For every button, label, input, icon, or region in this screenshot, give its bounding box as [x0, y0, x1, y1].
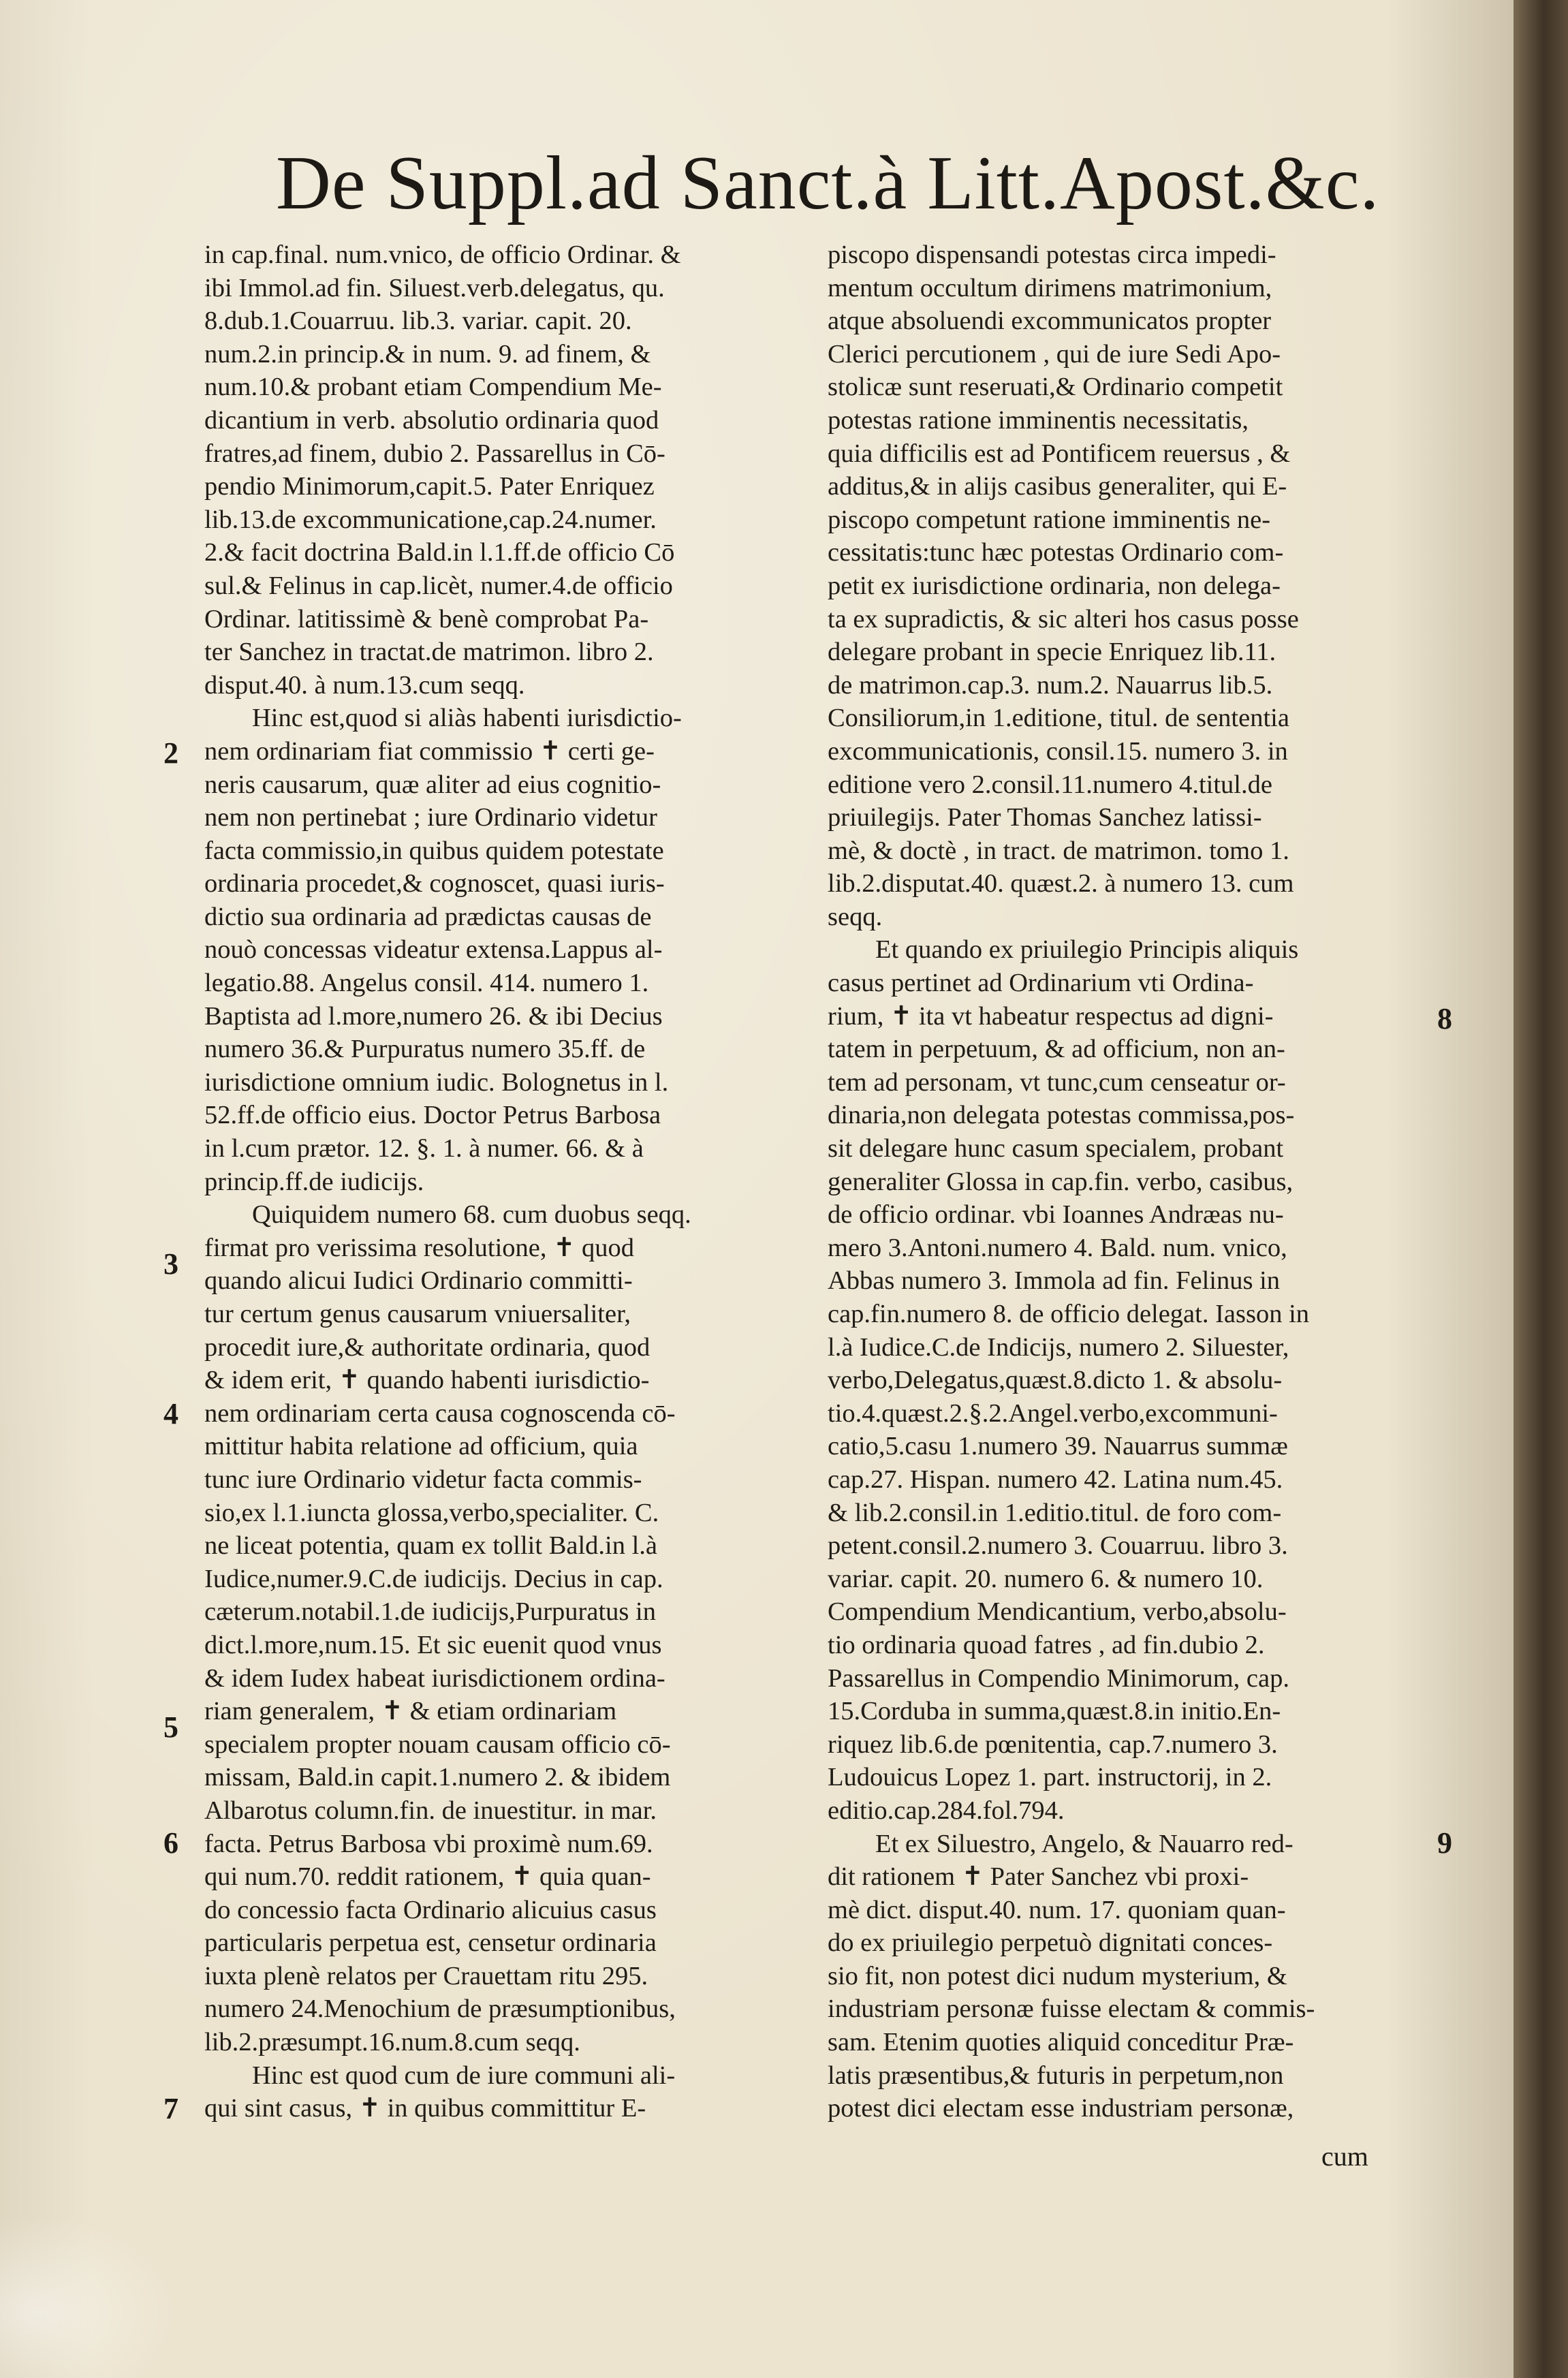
text-line: & idem erit, ✝ quando habenti iurisdictio- [204, 1366, 650, 1395]
text-line: tem ad personam, vt tunc,cum censeatur or- [828, 1067, 1286, 1097]
text-line: iuxta plenè relatos per Crauettam ritu 295. [204, 1961, 648, 1990]
text-line: de matrimon.cap.3. num.2. Nauarrus lib.5. [828, 670, 1273, 700]
text-line: do ex priuilegio perpetuò dignitati conces- [828, 1928, 1273, 1958]
text-line: Et quando ex priuilegio Principis aliquis [875, 935, 1299, 965]
text-line: editione vero 2.consil.11.numero 4.titul.de [828, 770, 1272, 799]
text-line: cessitatis:tunc hæc potestas Ordinario com- [828, 538, 1284, 567]
text-line: Baptista ad l.more,numero 26. & ibi Decius [204, 1001, 663, 1031]
text-line: in cap.final. num.vnico, de officio Ordinar. & [204, 240, 681, 269]
running-header: De Suppl.ad Sanct.à Litt.Apost.&c. [276, 141, 1380, 225]
text-line: variar. capit. 20. numero 6. & numero 10. [828, 1564, 1264, 1593]
text-line: riam generalem, ✝ & etiam ordinariam [204, 1697, 617, 1726]
text-line: lib.2.disputat.40. quæst.2. à numero 13. cum [828, 869, 1294, 898]
margin-marker-2: 2 [163, 736, 178, 770]
text-line: nouò concessas videatur extensa.Lappus al- [204, 935, 663, 965]
text-line: firmat pro verissima resolutione, ✝ quod [204, 1233, 635, 1262]
text-line: editio.cap.284.fol.794. [828, 1796, 1065, 1825]
text-line: sul.& Felinus in cap.licèt, numer.4.de officio [204, 571, 673, 600]
text-line: riquez lib.6.de pœnitentia, cap.7.numero 3. [828, 1730, 1278, 1759]
text-line: fratres,ad finem, dubio 2. Passarellus in Cō- [204, 439, 665, 468]
text-line: tur certum genus causarum vniuersaliter, [204, 1300, 631, 1328]
text-line: potest dici electam esse industriam personæ, [828, 2094, 1294, 2123]
text-line: qui sint casus, ✝ in quibus committitur E- [204, 2094, 646, 2123]
paper-stain [0, 2214, 177, 2378]
text-line: legatio.88. Angelus consil. 414. numero 1. [204, 969, 649, 998]
text-line: industriam personæ fuisse electam & commis- [828, 1994, 1315, 2024]
text-line: particularis perpetua est, censetur ordinaria [204, 1928, 657, 1958]
text-line: mentum occultum dirimens matrimonium, [828, 273, 1272, 302]
text-line: seqq. [828, 902, 883, 931]
text-line: Compendium Mendicantium, verbo,absolu- [828, 1597, 1287, 1627]
text-line: mè, & doctè , in tract. de matrimon. tomo 1. [828, 836, 1289, 865]
text-line: nem non pertinebat ; iure Ordinario videtur [204, 803, 657, 832]
text-line: lib.13.de excommunicatione,cap.24.numer. [204, 505, 657, 534]
text-line: quando alicui Iudici Ordinario committi- [204, 1266, 633, 1296]
text-line: & idem Iudex habeat iurisdictionem ordina- [204, 1663, 665, 1693]
text-line: Ludouicus Lopez 1. part. instructorij, in 2. [828, 1763, 1272, 1792]
text-line: mero 3.Antoni.numero 4. Bald. num. vnico, [828, 1233, 1287, 1262]
text-line: latis præsentibus,& futuris in perpetum,non [828, 2061, 1284, 2090]
text-line: stolicæ sunt reseruati,& Ordinario competit [828, 373, 1283, 402]
text-line: tatem in perpetuum, & ad officium, non an- [828, 1035, 1285, 1064]
text-line: priuilegijs. Pater Thomas Sanchez latissi- [828, 803, 1262, 832]
text-line: dinaria,non delegata potestas commissa,pos- [828, 1101, 1295, 1130]
text-line: Albarotus column.fin. de inuestitur. in mar. [204, 1796, 657, 1825]
binding-gutter [1514, 0, 1568, 2378]
text-line: 8.dub.1.Couarruu. lib.3. variar. capit. 20. [204, 307, 632, 336]
text-line: facta commissio,in quibus quidem potestate [204, 836, 664, 865]
text-line: dicantium in verb. absolutio ordinaria quod [204, 405, 659, 435]
text-line: rium, ✝ ita vt habeatur respectus ad digni- [828, 1001, 1274, 1031]
text-line: additus,& in alijs casibus generaliter, qui E- [828, 472, 1287, 501]
text-line: nem ordinariam fiat commissio ✝ certi ge- [204, 736, 655, 766]
text-line: ne liceat potentia, quam ex tollit Bald.in l.à [204, 1531, 658, 1561]
text-line: sio,ex l.1.iuncta glossa,verbo,specialiter. C. [204, 1498, 659, 1527]
margin-marker-7: 7 [163, 2092, 178, 2125]
text-line: quia difficilis est ad Pontificem reuersus , & [828, 439, 1291, 468]
text-line: lib.2.præsumpt.16.num.8.cum seqq. [204, 2028, 580, 2057]
text-line: dict.l.more,num.15. Et sic euenit quod vnus [204, 1630, 662, 1659]
text-line: procedit iure,& authoritate ordinaria, quod [204, 1332, 650, 1362]
text-line: atque absoluendi excommunicatos propter [828, 307, 1272, 336]
text-line: Passarellus in Compendio Minimorum, cap. [828, 1663, 1289, 1693]
text-line: cap.27. Hispan. numero 42. Latina num.45. [828, 1465, 1283, 1494]
text-line: 52.ff.de officio eius. Doctor Petrus Barbosa [204, 1101, 661, 1130]
text-line: numero 36.& Purpuratus numero 35.ff. de [204, 1035, 646, 1064]
text-line: petent.consil.2.numero 3. Couarruu. libro 3. [828, 1531, 1288, 1561]
text-line: disput.40. à num.13.cum seqq. [204, 670, 525, 700]
text-line: missam, Bald.in capit.1.numero 2. & ibidem [204, 1763, 671, 1792]
text-line: pendio Minimorum,capit.5. Pater Enriquez [204, 472, 655, 501]
text-line: sio fit, non potest dici nudum mysterium, & [828, 1961, 1287, 1990]
text-line: dictio sua ordinaria ad prædictas causas de [204, 902, 652, 931]
text-line: generaliter Glossa in cap.fin. verbo, casibus, [828, 1167, 1293, 1196]
text-line: Iudice,numer.9.C.de iudicijs. Decius in cap. [204, 1564, 663, 1593]
text-line: Hinc est quod cum de iure communi ali- [252, 2061, 676, 2090]
left-text-column [204, 238, 811, 2125]
text-line: mittitur habita relatione ad officium, quia [204, 1432, 638, 1461]
text-line: nem ordinariam certa causa cognoscenda cō- [204, 1398, 676, 1428]
text-line: mè dict. disput.40. num. 17. quoniam quan- [828, 1895, 1286, 1924]
text-line: sam. Etenim quoties aliquid conceditur Præ- [828, 2028, 1294, 2057]
text-line: casus pertinet ad Ordinarium vti Ordina- [828, 969, 1254, 998]
margin-marker-5: 5 [163, 1710, 178, 1744]
text-line: numero 24.Menochium de præsumptionibus, [204, 1994, 676, 2024]
margin-marker-4: 4 [163, 1397, 178, 1430]
text-line: Abbas numero 3. Immola ad fin. Felinus in [828, 1266, 1281, 1296]
text-line: petit ex iurisdictione ordinaria, non delega- [828, 571, 1281, 600]
text-line: 15.Corduba in summa,quæst.8.in initio.En- [828, 1697, 1281, 1726]
text-line: in l.cum prætor. 12. §. 1. à numer. 66. & à [204, 1134, 644, 1163]
text-line: ta ex supradictis, & sic alteri hos casus posse [828, 604, 1299, 633]
text-line: excommunicationis, consil.15. numero 3. in [828, 736, 1288, 766]
catchword: cum [1321, 2141, 1368, 2172]
text-line: l.à Iudice.C.de Indicijs, numero 2. Siluester, [828, 1332, 1289, 1362]
text-line: num.2.in princip.& in num. 9. ad finem, & [204, 339, 651, 369]
text-line: specialem propter nouam causam officio cō- [204, 1730, 671, 1759]
right-text-column [828, 238, 1454, 2125]
text-line: tio ordinaria quoad fatres , ad fin.dubio 2. [828, 1630, 1265, 1659]
text-line: facta. Petrus Barbosa vbi proximè num.69. [204, 1829, 653, 1858]
text-line: tio.4.quæst.2.§.2.Angel.verbo,excommuni- [828, 1398, 1278, 1428]
text-line: potestas ratione imminentis necessitatis, [828, 405, 1249, 435]
text-line: Quiquidem numero 68. cum duobus seqq. [252, 1200, 691, 1230]
text-line: Consiliorum,in 1.editione, titul. de sententia [828, 704, 1289, 733]
text-line: qui num.70. reddit rationem, ✝ quia quan- [204, 1862, 651, 1892]
text-line: catio,5.casu 1.numero 39. Nauarrus summæ [828, 1432, 1288, 1461]
text-line: tunc iure Ordinario videtur facta commis- [204, 1465, 642, 1494]
text-line: verbo,Delegatus,quæst.8.dicto 1. & absolu- [828, 1366, 1283, 1395]
text-line: Hinc est,quod si aliàs habenti iurisdictio- [252, 704, 682, 733]
margin-marker-8: 8 [1437, 1002, 1452, 1035]
text-line: & lib.2.consil.in 1.editio.titul. de foro com- [828, 1498, 1282, 1527]
text-line: princip.ff.de iudicijs. [204, 1167, 424, 1196]
text-line: de officio ordinar. vbi Ioannes Andræas nu- [828, 1200, 1284, 1230]
text-line: Et ex Siluestro, Angelo, & Nauarro red- [875, 1829, 1293, 1858]
text-line: ter Sanchez in tractat.de matrimon. libro 2. [204, 638, 654, 667]
text-line: Clerici percutionem , qui de iure Sedi Apo- [828, 339, 1281, 369]
text-line: piscopo competunt ratione imminentis ne- [828, 505, 1271, 534]
margin-marker-6: 6 [163, 1826, 178, 1860]
text-line: do concessio facta Ordinario alicuius casus [204, 1895, 657, 1924]
text-line: dit rationem ✝ Pater Sanchez vbi proxi- [828, 1862, 1249, 1892]
text-line: cæterum.notabil.1.de iudicijs,Purpuratus in [204, 1597, 656, 1627]
text-line: delegare probant in specie Enriquez lib.11. [828, 638, 1276, 667]
text-line: num.10.& probant etiam Compendium Me- [204, 373, 662, 402]
margin-marker-3: 3 [163, 1247, 178, 1281]
text-line: ibi Immol.ad fin. Siluest.verb.delegatus, qu. [204, 273, 665, 302]
margin-marker-9: 9 [1437, 1826, 1452, 1860]
text-line: ordinaria procedet,& cognoscet, quasi iuris- [204, 869, 665, 898]
text-line: Ordinar. latitissimè & benè comprobat Pa- [204, 604, 649, 633]
text-line: sit delegare hunc casum specialem, probant [828, 1134, 1284, 1163]
text-line: cap.fin.numero 8. de officio delegat. Iasson in [828, 1300, 1310, 1328]
text-line: iurisdictione omnium iudic. Bolognetus in l. [204, 1067, 669, 1097]
text-line: 2.& facit doctrina Bald.in l.1.ff.de officio Cō [204, 538, 675, 567]
text-line: neris causarum, quæ aliter ad eius cognitio- [204, 770, 661, 799]
text-line: piscopo dispensandi potestas circa impedi- [828, 240, 1276, 269]
